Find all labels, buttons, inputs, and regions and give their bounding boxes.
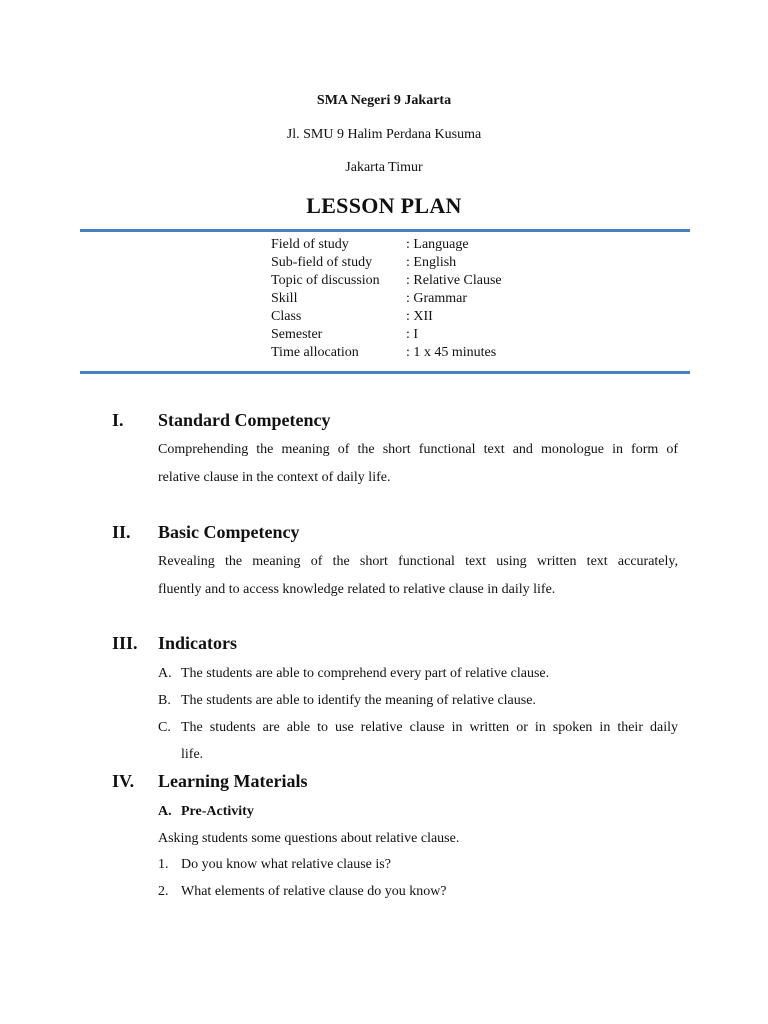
list-text: Do you know what relative clause is? xyxy=(181,857,391,872)
info-key: Topic of discussion xyxy=(271,273,380,288)
divider-top xyxy=(80,229,690,232)
info-key: Field of study xyxy=(271,237,349,252)
info-row xyxy=(271,308,502,326)
info-row xyxy=(271,290,502,308)
info-key: Class xyxy=(271,309,302,324)
school-address-line1: Jl. SMU 9 Halim Perdana Kusuma xyxy=(286,127,482,142)
paragraph-line: Revealing the meaning of the short functional text using written text accurately, xyxy=(158,554,678,569)
paragraph-line: relative clause in the context of daily life. xyxy=(158,469,391,485)
intro-text xyxy=(158,825,678,852)
info-row xyxy=(271,236,502,254)
info-key: Sub-field of study xyxy=(271,255,373,270)
info-value: : Language xyxy=(406,237,469,252)
list-text-continued: life. xyxy=(181,747,204,762)
list-text: The students are able to identify the meaning of relative clause. xyxy=(181,693,536,708)
paragraph-line: fluently and to access knowledge related to relative clause in daily life. xyxy=(158,581,556,597)
subsection-label: Pre-Activity xyxy=(181,804,254,819)
list-text: The students are able to comprehend every part of relative clause. xyxy=(181,666,550,681)
list-marker: B. xyxy=(158,693,171,708)
lesson-info-table xyxy=(271,236,502,362)
document-title: LESSON PLAN xyxy=(306,193,462,218)
section-title-basic-competency: Basic Competency xyxy=(158,522,300,542)
info-key: Time allocation xyxy=(271,345,359,360)
section-number: II. xyxy=(112,522,131,542)
info-value: : English xyxy=(406,255,457,270)
section-title-indicators: Indicators xyxy=(158,633,238,653)
school-name: SMA Negeri 9 Jakarta xyxy=(316,93,452,108)
info-value: : 1 x 45 minutes xyxy=(406,345,497,360)
list-marker: A. xyxy=(158,804,172,819)
list-item xyxy=(158,660,678,687)
list-marker: A. xyxy=(158,666,172,681)
info-value: : XII xyxy=(406,309,433,324)
divider-bottom xyxy=(80,371,690,374)
section-number: I. xyxy=(112,410,124,430)
subsection-heading xyxy=(158,804,254,820)
intro-sentence: Asking students some questions about relative clause. xyxy=(158,831,460,846)
info-row xyxy=(271,344,502,362)
info-key: Skill xyxy=(271,291,298,306)
section-paragraph xyxy=(158,548,678,603)
section-title-standard-competency: Standard Competency xyxy=(158,410,331,430)
list-item xyxy=(158,878,678,905)
list-text: The students are able to use relative clause in written or in spoken in their daily xyxy=(181,720,678,735)
info-row xyxy=(271,254,502,272)
school-address-line2: Jakarta Timur xyxy=(345,160,423,175)
info-value: : Grammar xyxy=(406,291,468,306)
section-number: IV. xyxy=(112,771,135,791)
list-marker: C. xyxy=(158,720,171,735)
info-value: : I xyxy=(406,327,419,342)
section-paragraph xyxy=(158,436,678,491)
list-item xyxy=(158,851,678,878)
info-row xyxy=(271,326,502,344)
info-value: : Relative Clause xyxy=(406,273,502,288)
paragraph-line: Comprehending the meaning of the short functional text and monologue in form of xyxy=(158,442,678,457)
section-title-learning-materials: Learning Materials xyxy=(158,771,308,791)
info-row xyxy=(271,272,502,290)
list-item xyxy=(158,687,678,714)
info-key: Semester xyxy=(271,327,323,342)
list-marker: 2. xyxy=(158,884,169,899)
list-item xyxy=(158,714,678,768)
section-number: III. xyxy=(112,633,138,653)
list-text: What elements of relative clause do you know? xyxy=(181,884,447,899)
list-marker: 1. xyxy=(158,857,169,872)
